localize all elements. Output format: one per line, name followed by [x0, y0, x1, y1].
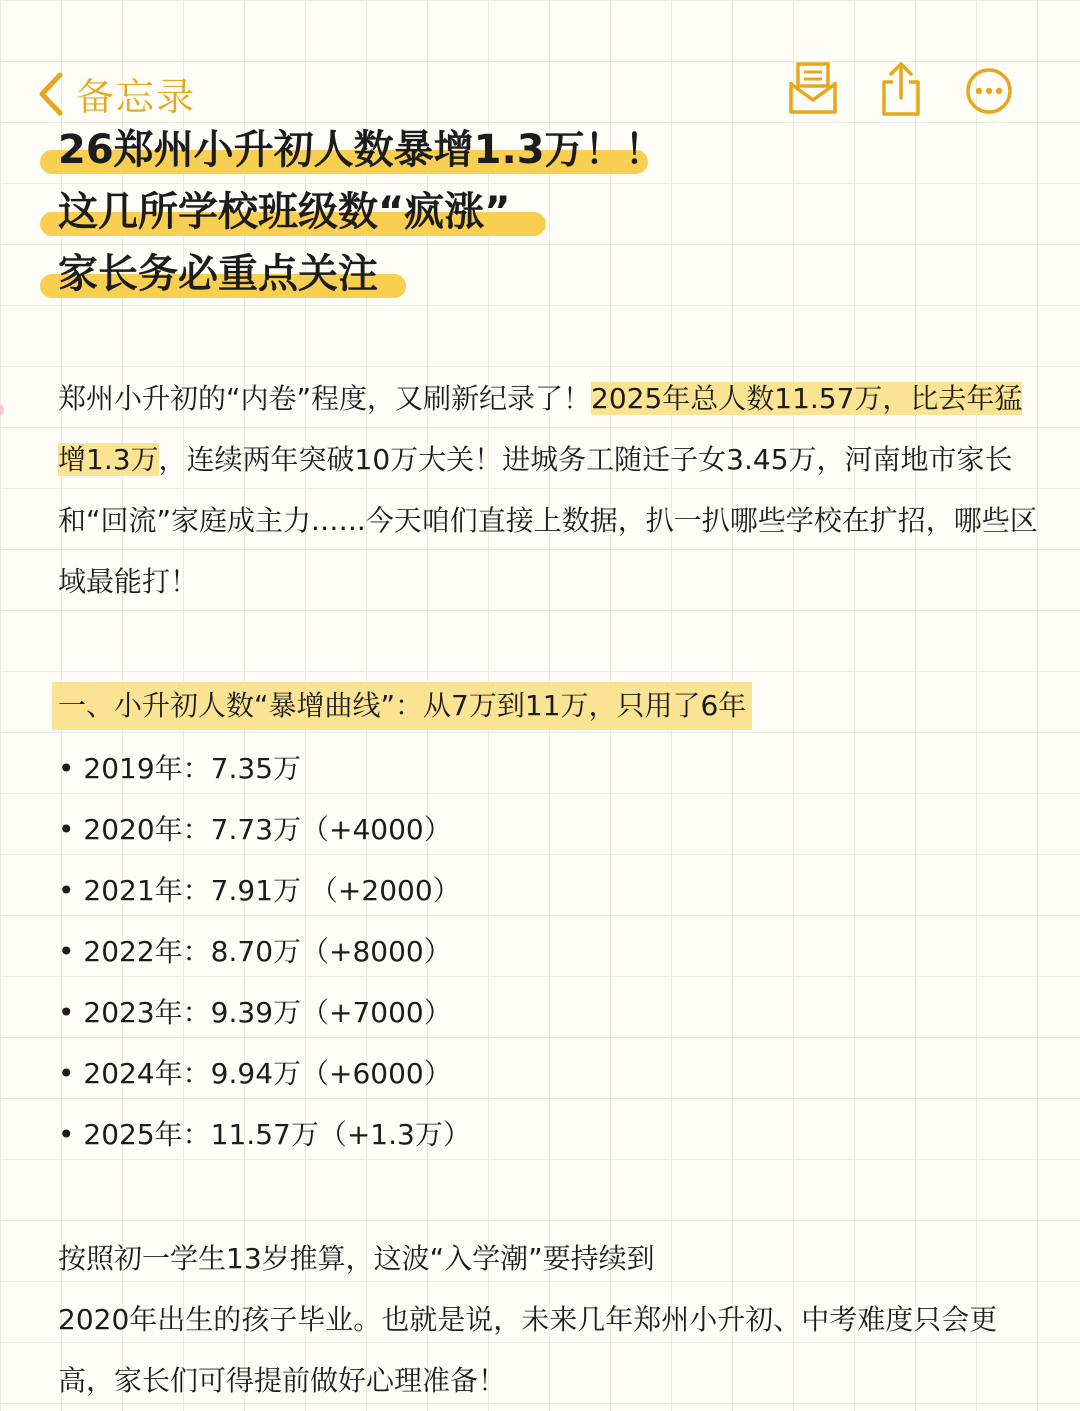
list-item: • 2019年：7.35万	[58, 738, 471, 799]
section-heading: 一、小升初人数“暴增曲线”：从7万到11万，只用了6年	[52, 682, 752, 730]
list-item: • 2022年：8.70万（+8000）	[58, 921, 471, 982]
back-button[interactable]	[38, 66, 196, 121]
intro-text: ，连续两年突破10万大关！进城务工随迁子女3.45万，河南地市家长和“回流”家庭成主力.…..今天咱们直接上数据，扒一扒哪些学校在扩招，哪些区域最能打！	[58, 443, 1038, 598]
toolbar	[0, 60, 1080, 124]
more-icon[interactable]	[964, 66, 1014, 116]
list-item: • 2021年：7.91万 （+2000）	[58, 860, 471, 921]
conclusion-paragraph	[58, 1228, 1038, 1411]
back-label: 备忘录	[76, 75, 197, 119]
title-line-1	[40, 120, 665, 182]
notes-envelope-icon[interactable]	[788, 60, 838, 116]
decorative-dot	[0, 404, 4, 416]
list-item: • 2023年：9.39万（+7000）	[58, 982, 471, 1043]
title-text: 家长务必重点关注	[58, 251, 378, 297]
intro-paragraph	[58, 368, 1038, 612]
conclusion-line: 2020年出生的孩子毕业。也就是说，未来几年郑州小升初、中考难度只会更高，家长们可得提前做好心理准备！	[58, 1303, 998, 1397]
title-line-3	[40, 244, 665, 306]
chevron-left-icon	[38, 72, 64, 116]
note-title	[40, 120, 665, 306]
conclusion-line: 按照初一学生13岁推算，这波“入学潮”要持续到	[58, 1242, 655, 1275]
list-item: • 2025年：11.57万（+1.3万）	[58, 1104, 471, 1165]
list-item: • 2020年：7.73万（+4000）	[58, 799, 471, 860]
list-item: • 2024年：9.94万（+6000）	[58, 1043, 471, 1104]
title-text: 这几所学校班级数“疯涨”	[58, 189, 511, 235]
title-text: 26郑州小升初人数暴增1.3万！！	[58, 127, 665, 173]
intro-text: 郑州小升初的“内卷”程度，又刷新纪录了！	[58, 382, 592, 415]
title-line-2	[40, 182, 665, 244]
intro-highlight: 2025年总人数11.57万，比去年猛增1.3万	[58, 382, 1023, 476]
enrollment-list	[58, 738, 471, 1165]
note-body	[58, 368, 1038, 612]
share-icon[interactable]	[878, 60, 924, 118]
